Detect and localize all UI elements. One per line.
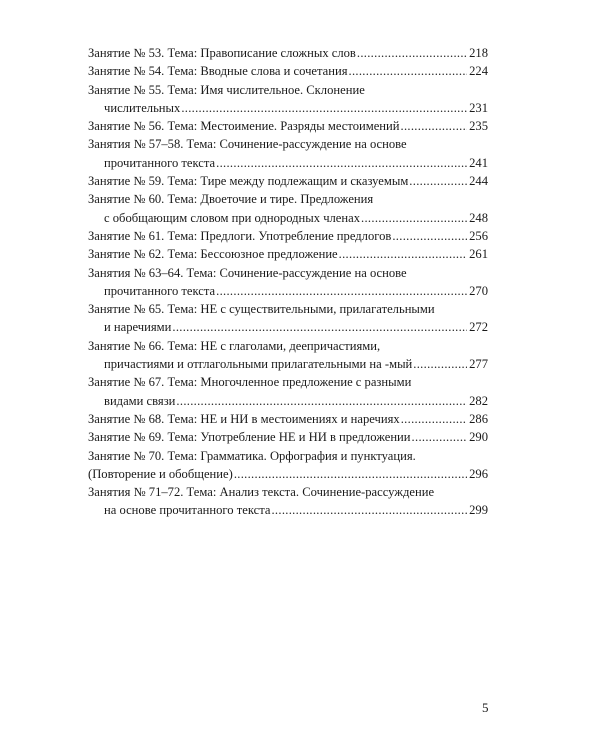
toc-entry[interactable] bbox=[88, 81, 488, 118]
toc-entry[interactable] bbox=[88, 135, 488, 172]
toc-entry-line bbox=[88, 227, 488, 245]
toc-page-number: 248 bbox=[469, 210, 488, 225]
dot-leader bbox=[216, 282, 467, 300]
toc-page-number: 241 bbox=[469, 155, 488, 170]
toc-page-number: 282 bbox=[469, 393, 488, 408]
dot-leader bbox=[412, 428, 467, 446]
toc-page-number: 286 bbox=[469, 411, 488, 426]
toc-entry-title: Занятие № 65. Тема: НЕ с существительными, прилагательными bbox=[88, 302, 435, 317]
toc-entry-line bbox=[88, 154, 488, 172]
toc-page-number: 218 bbox=[469, 46, 488, 60]
toc-entry[interactable] bbox=[88, 44, 488, 62]
dot-leader bbox=[271, 501, 467, 519]
toc-entry-line bbox=[88, 209, 488, 227]
toc-entry-title: Занятие № 59. Тема: Тире между подлежащим и сказуемым bbox=[88, 174, 409, 189]
dot-leader bbox=[413, 355, 467, 373]
toc-entry-line bbox=[88, 465, 488, 483]
toc-entry-title: Занятие № 66. Тема: НЕ с глаголами, деепричастиями, bbox=[88, 338, 381, 353]
toc-entry-line bbox=[88, 172, 488, 190]
toc-page-number: 256 bbox=[469, 228, 488, 243]
dot-leader bbox=[172, 318, 467, 336]
dot-leader bbox=[361, 209, 467, 227]
dot-leader bbox=[357, 44, 467, 62]
toc-entry-line bbox=[88, 318, 488, 336]
toc-entry-title: Занятия № 71–72. Тема: Анализ текста. Сочинение-рассуждение bbox=[88, 485, 435, 500]
toc-entry-title: Занятие № 61. Тема: Предлоги. Употребление предлогов bbox=[88, 228, 392, 243]
toc-entry-line bbox=[88, 282, 488, 300]
toc-entry[interactable] bbox=[88, 410, 488, 428]
toc-entry-title: Занятие № 54. Тема: Вводные слова и сочетания bbox=[88, 64, 348, 79]
toc-entry-title: Занятие № 60. Тема: Двоеточие и тире. Предложения bbox=[88, 192, 374, 207]
toc-entry-title-continued: прочитанного текста bbox=[104, 283, 216, 298]
toc-page-number: 224 bbox=[469, 64, 488, 79]
toc-entry[interactable] bbox=[88, 245, 488, 263]
toc-entry[interactable] bbox=[88, 447, 488, 484]
toc-entry-title-continued: видами связи bbox=[104, 393, 176, 408]
toc-entry[interactable] bbox=[88, 117, 488, 135]
dot-leader bbox=[176, 392, 467, 410]
toc-entry[interactable] bbox=[88, 373, 488, 410]
toc-entry-line bbox=[88, 44, 488, 62]
toc-entry[interactable] bbox=[88, 300, 488, 337]
toc-entry[interactable] bbox=[88, 190, 488, 227]
toc-entry[interactable] bbox=[88, 62, 488, 80]
dot-leader bbox=[216, 154, 467, 172]
toc-entry-line bbox=[88, 392, 488, 410]
toc-entry-title: Занятие № 68. Тема: НЕ и НИ в местоимениях и наречиях bbox=[88, 411, 400, 426]
toc-entry[interactable] bbox=[88, 227, 488, 245]
toc-entry[interactable] bbox=[88, 264, 488, 301]
dot-leader bbox=[234, 465, 467, 483]
toc-page-number: 290 bbox=[469, 430, 488, 445]
toc-page-number: 231 bbox=[469, 100, 488, 115]
toc-entry-title-continued: числительных bbox=[104, 100, 181, 115]
toc-page-number: 272 bbox=[469, 320, 488, 335]
toc-entry[interactable] bbox=[88, 428, 488, 446]
toc-page-number: 270 bbox=[469, 283, 488, 298]
toc-entry-line bbox=[88, 62, 488, 80]
toc-entry-title: Занятия № 57–58. Тема: Сочинение-рассуждение на основе bbox=[88, 137, 407, 152]
toc-page-number: 296 bbox=[469, 466, 488, 481]
toc-entry[interactable] bbox=[88, 483, 488, 520]
dot-leader bbox=[392, 227, 467, 245]
toc-entry-title-continued: прочитанного текста bbox=[104, 155, 216, 170]
toc-entry[interactable] bbox=[88, 172, 488, 190]
toc-entry-title: Занятие № 67. Тема: Многочленное предложение с разными bbox=[88, 375, 412, 390]
dot-leader bbox=[181, 99, 467, 117]
toc-entry-title-continued: и наречиями bbox=[104, 320, 172, 335]
toc-entry-title-continued: причастиями и отглагольными прилагательными на -мый bbox=[104, 357, 413, 372]
toc-entry-line bbox=[88, 410, 488, 428]
dot-leader bbox=[339, 245, 467, 263]
toc-entry-title: Занятие № 55. Тема: Имя числительное. Склонение bbox=[88, 82, 365, 97]
toc-entry-title: Занятия № 63–64. Тема: Сочинение-рассуждение на основе bbox=[88, 265, 407, 280]
toc-entry-title: Занятие № 53. Тема: Правописание сложных слов bbox=[88, 46, 356, 60]
toc-page-number: 235 bbox=[469, 119, 488, 134]
toc-entry-title-continued: (Повторение и обобщение) bbox=[88, 466, 233, 481]
table-of-contents bbox=[88, 44, 488, 520]
page-number: 5 bbox=[482, 700, 489, 715]
toc-entry[interactable] bbox=[88, 337, 488, 374]
toc-entry-line bbox=[88, 99, 488, 117]
dot-leader bbox=[349, 62, 467, 80]
toc-entry-line bbox=[88, 355, 488, 373]
toc-entry-title-continued: с обобщающим словом при однородных членах bbox=[104, 210, 361, 225]
toc-page-number: 277 bbox=[469, 357, 488, 372]
toc-entry-line bbox=[88, 245, 488, 263]
toc-entry-title-continued: на основе прочитанного текста bbox=[104, 503, 271, 518]
toc-entry-title: Занятие № 62. Тема: Бессоюзное предложение bbox=[88, 247, 338, 262]
toc-entry-title: Занятие № 56. Тема: Местоимение. Разряды местоимений bbox=[88, 119, 400, 134]
toc-entry-line bbox=[88, 501, 488, 519]
toc-page-number: 299 bbox=[469, 503, 488, 518]
dot-leader bbox=[401, 410, 467, 428]
toc-entry-title: Занятие № 70. Тема: Грамматика. Орфография и пунктуация. bbox=[88, 448, 416, 463]
dot-leader bbox=[409, 172, 467, 190]
toc-entry-title: Занятие № 69. Тема: Употребление НЕ и НИ в предложении bbox=[88, 430, 411, 445]
toc-page-number: 261 bbox=[469, 247, 488, 262]
toc-page-number: 244 bbox=[469, 174, 488, 189]
dot-leader bbox=[401, 117, 467, 135]
toc-entry-line bbox=[88, 428, 488, 446]
toc-entry-line bbox=[88, 117, 488, 135]
